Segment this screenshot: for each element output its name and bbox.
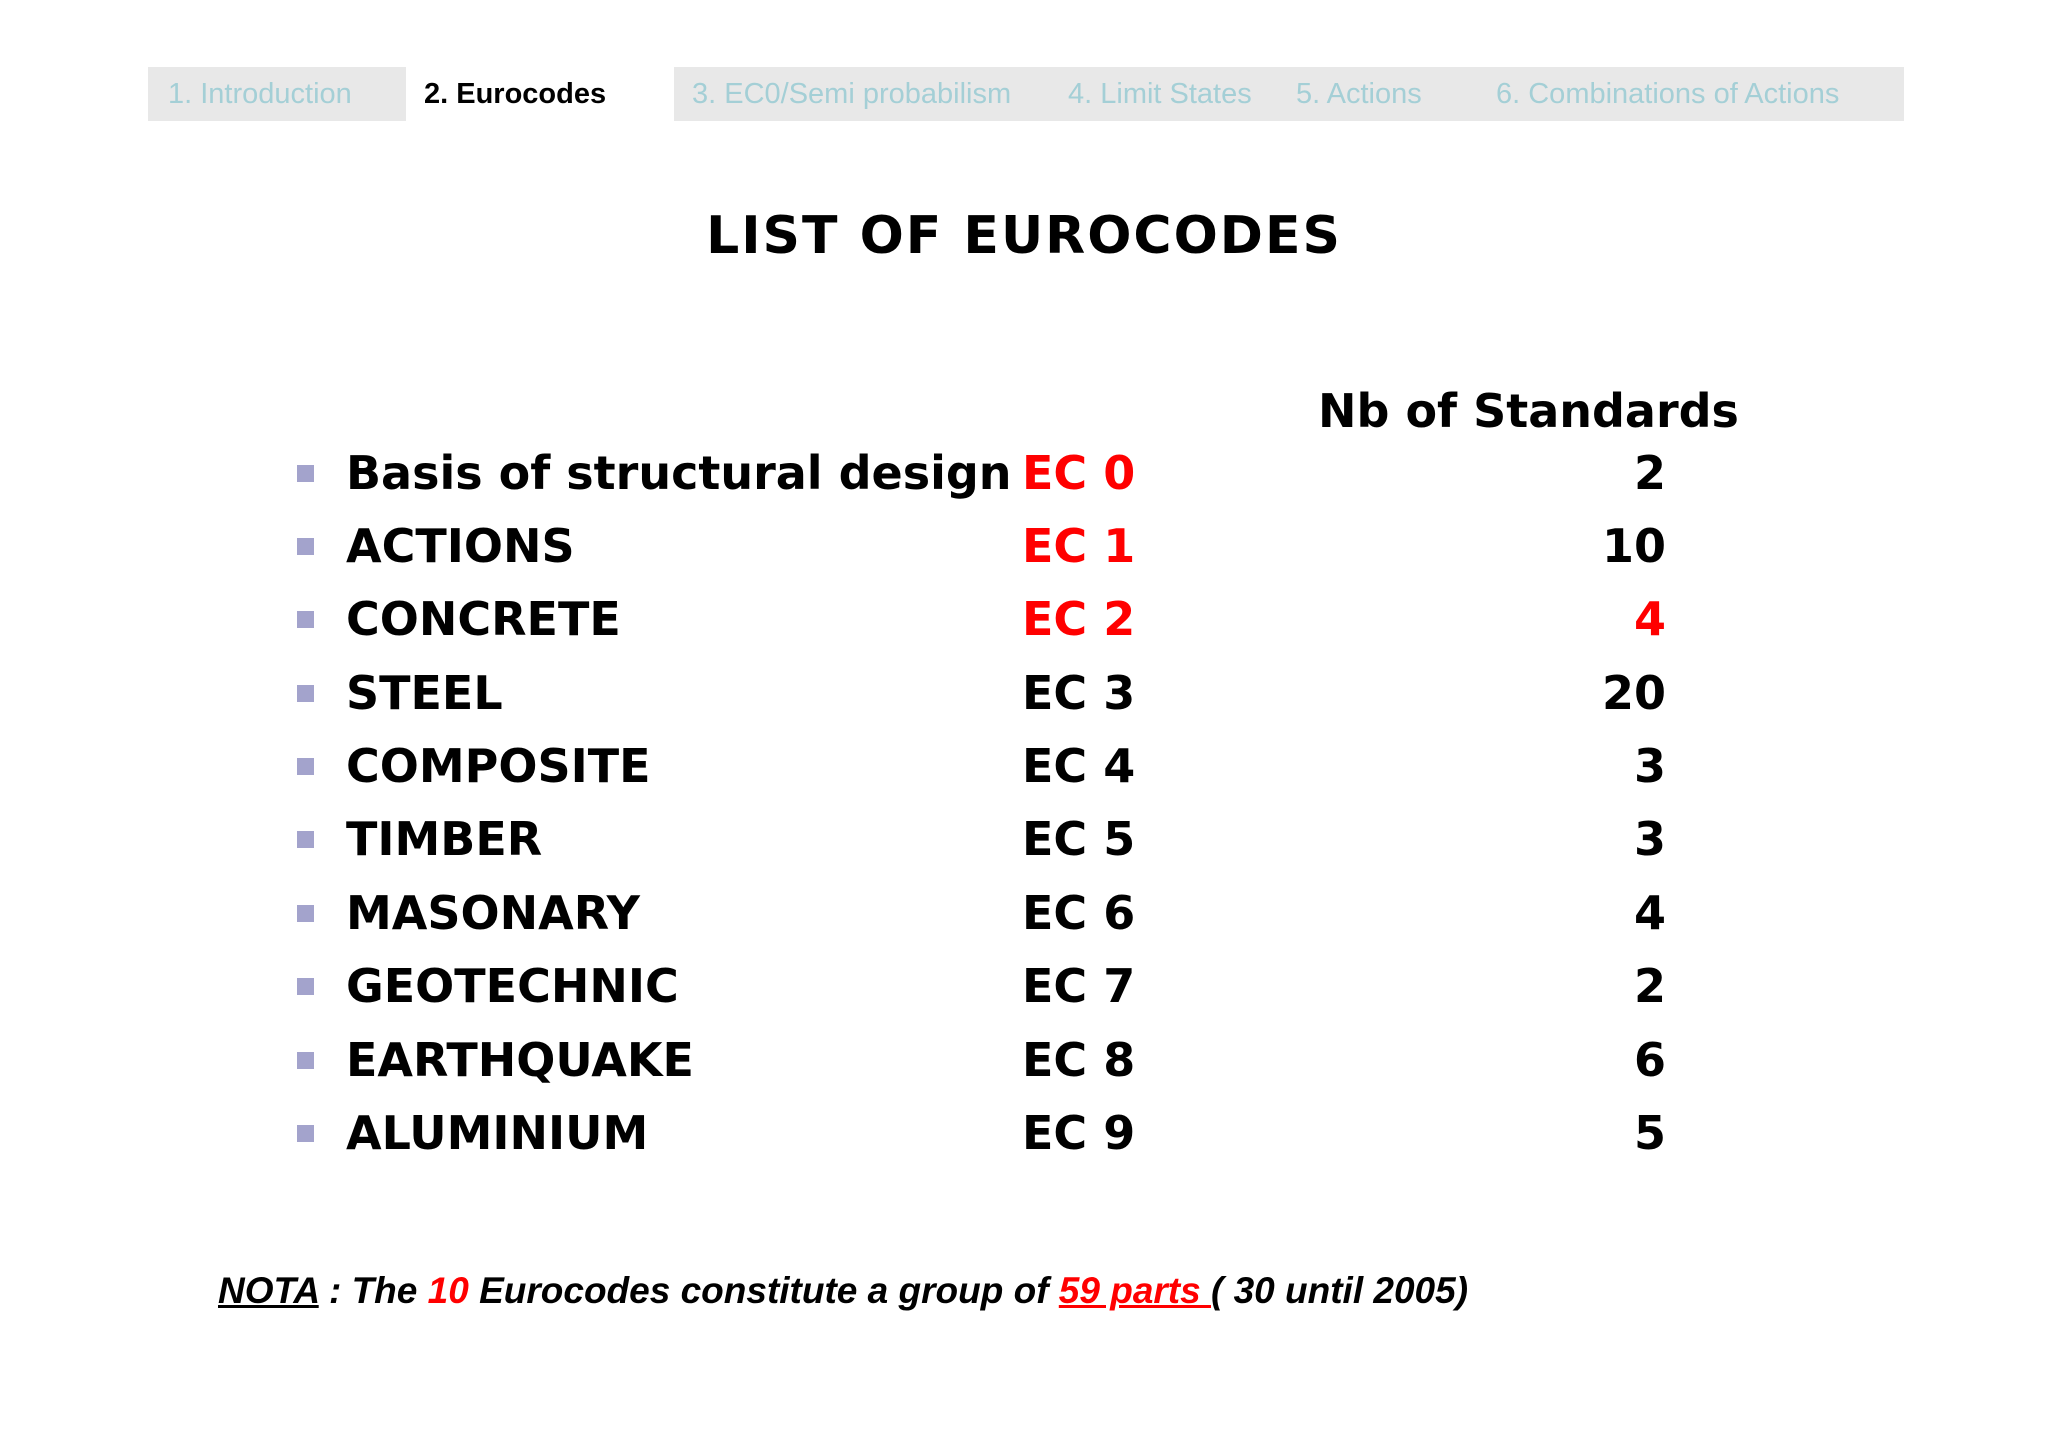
footnote-parts: 59 parts bbox=[1058, 1270, 1211, 1311]
table-row bbox=[0, 586, 2048, 659]
eurocode-code: EC 8 bbox=[1022, 1033, 1136, 1087]
eurocode-code: EC 3 bbox=[1022, 666, 1136, 720]
eurocode-code: EC 1 bbox=[1022, 519, 1136, 573]
footnote bbox=[218, 1270, 1468, 1312]
eurocode-name: MASONARY bbox=[346, 886, 640, 940]
eurocode-name: ACTIONS bbox=[346, 519, 575, 573]
tab-eurocodes[interactable]: 2. Eurocodes bbox=[406, 67, 674, 121]
square-bullet-icon bbox=[297, 1052, 314, 1069]
eurocode-code: EC 5 bbox=[1022, 812, 1136, 866]
standards-count: 10 bbox=[1601, 519, 1666, 573]
standards-count: 3 bbox=[1633, 739, 1666, 793]
footnote-label: NOTA bbox=[218, 1270, 319, 1311]
standards-count: 20 bbox=[1601, 666, 1666, 720]
standards-count-header: Nb of Standards bbox=[1318, 384, 1739, 438]
table-row bbox=[0, 660, 2048, 733]
square-bullet-icon bbox=[297, 1125, 314, 1142]
eurocode-name: Basis of structural design bbox=[346, 446, 1012, 500]
eurocode-name: EARTHQUAKE bbox=[346, 1033, 694, 1087]
square-bullet-icon bbox=[297, 905, 314, 922]
standards-count: 2 bbox=[1633, 959, 1666, 1013]
tab-introduction[interactable]: 1. Introduction bbox=[168, 78, 352, 110]
square-bullet-icon bbox=[297, 685, 314, 702]
eurocode-name: GEOTECHNIC bbox=[346, 959, 679, 1013]
table-row bbox=[0, 733, 2048, 806]
tab-limit-states[interactable]: 4. Limit States bbox=[1068, 78, 1252, 110]
eurocode-code: EC 0 bbox=[1022, 446, 1136, 500]
eurocode-code: EC 9 bbox=[1022, 1106, 1136, 1160]
square-bullet-icon bbox=[297, 978, 314, 995]
eurocode-code: EC 4 bbox=[1022, 739, 1136, 793]
tab-actions[interactable]: 5. Actions bbox=[1296, 78, 1422, 110]
table-row bbox=[0, 440, 2048, 513]
eurocode-name: CONCRETE bbox=[346, 592, 621, 646]
standards-count: 5 bbox=[1633, 1106, 1666, 1160]
square-bullet-icon bbox=[297, 465, 314, 482]
square-bullet-icon bbox=[297, 758, 314, 775]
square-bullet-icon bbox=[297, 611, 314, 628]
standards-count: 6 bbox=[1633, 1033, 1666, 1087]
eurocode-name: STEEL bbox=[346, 666, 503, 720]
standards-count: 4 bbox=[1633, 886, 1666, 940]
section-tab-bar bbox=[148, 67, 1904, 121]
footnote-text: : The bbox=[318, 1270, 428, 1311]
footnote-count: 10 bbox=[427, 1270, 469, 1311]
standards-count: 3 bbox=[1633, 812, 1666, 866]
table-row bbox=[0, 513, 2048, 586]
tab-ec0-semi-probabilism[interactable]: 3. EC0/Semi probabilism bbox=[692, 78, 1012, 110]
standards-count: 4 bbox=[1633, 592, 1666, 646]
square-bullet-icon bbox=[297, 538, 314, 555]
standards-count: 2 bbox=[1633, 446, 1666, 500]
table-row bbox=[0, 880, 2048, 953]
table-row bbox=[0, 806, 2048, 879]
tab-combinations-of-actions[interactable]: 6. Combinations of Actions bbox=[1496, 78, 1840, 110]
table-row bbox=[0, 953, 2048, 1026]
eurocode-code: EC 2 bbox=[1022, 592, 1136, 646]
eurocode-name: TIMBER bbox=[346, 812, 543, 866]
table-row bbox=[0, 1027, 2048, 1100]
square-bullet-icon bbox=[297, 831, 314, 848]
footnote-text: Eurocodes constitute a group of bbox=[468, 1270, 1059, 1311]
eurocode-code: EC 6 bbox=[1022, 886, 1136, 940]
page-title: LIST OF EUROCODES bbox=[706, 206, 1342, 266]
eurocode-name: ALUMINIUM bbox=[346, 1106, 649, 1160]
eurocode-code: EC 7 bbox=[1022, 959, 1136, 1013]
table-row bbox=[0, 1100, 2048, 1173]
eurocode-name: COMPOSITE bbox=[346, 739, 651, 793]
footnote-text: ( 30 until 2005) bbox=[1211, 1270, 1469, 1311]
